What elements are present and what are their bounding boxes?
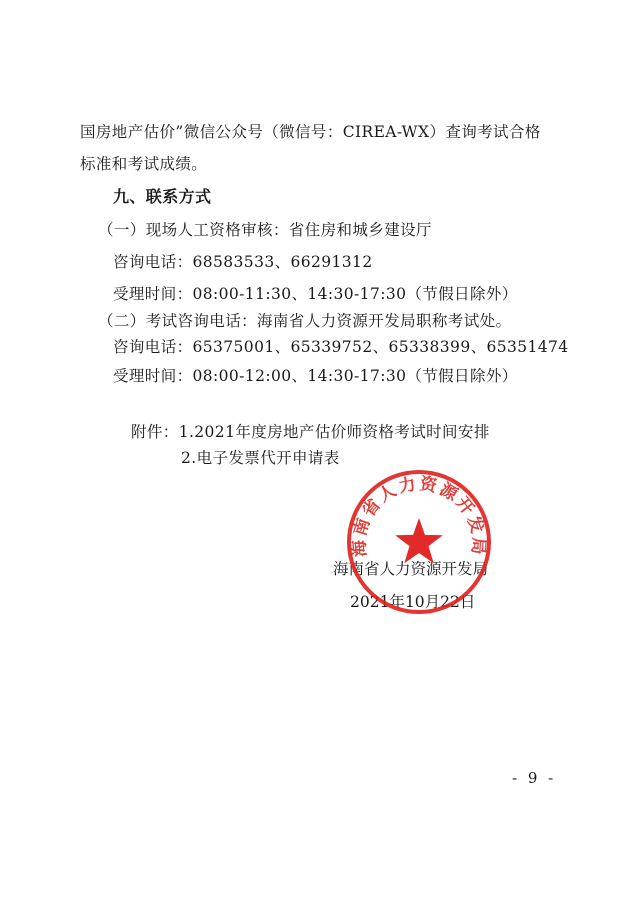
attachment-2: 2.电子发票代开申请表 [181, 449, 340, 467]
section-heading: 九、联系方式 [113, 187, 212, 206]
star-icon [395, 518, 443, 563]
body-line-2: 标准和考试成绩。 [80, 155, 208, 173]
exam-phone: 咨询电话：65375001、65339752、65338399、65351474 [113, 338, 569, 356]
onsite-review-heading: （一）现场人工资格审核：省住房和城乡建设厅 [98, 221, 432, 239]
svg-text:海南省人力资源开发局: 海南省人力资源开发局 [349, 473, 489, 558]
attachment-1: 附件：1.2021年度房地产估价师资格考试时间安排 [131, 423, 490, 441]
signature-date: 2021年10月22日 [350, 593, 476, 611]
official-seal [345, 468, 493, 616]
page-number: - 9 - [512, 769, 557, 787]
exam-consult-heading: （二）考试咨询电话：海南省人力资源开发局职称考试处。 [98, 312, 512, 330]
onsite-phone: 咨询电话：68583533、66291312 [113, 253, 373, 271]
exam-hours: 受理时间：08:00-12:00、14:30-17:30（节假日除外） [113, 367, 518, 385]
body-line-1: 国房地产估价”微信公众号（微信号：CIREA-WX）查询考试合格 [80, 123, 541, 141]
onsite-hours: 受理时间：08:00-11:30、14:30-17:30（节假日除外） [113, 285, 518, 303]
signature-organization: 海南省人力资源开发局 [333, 560, 489, 578]
